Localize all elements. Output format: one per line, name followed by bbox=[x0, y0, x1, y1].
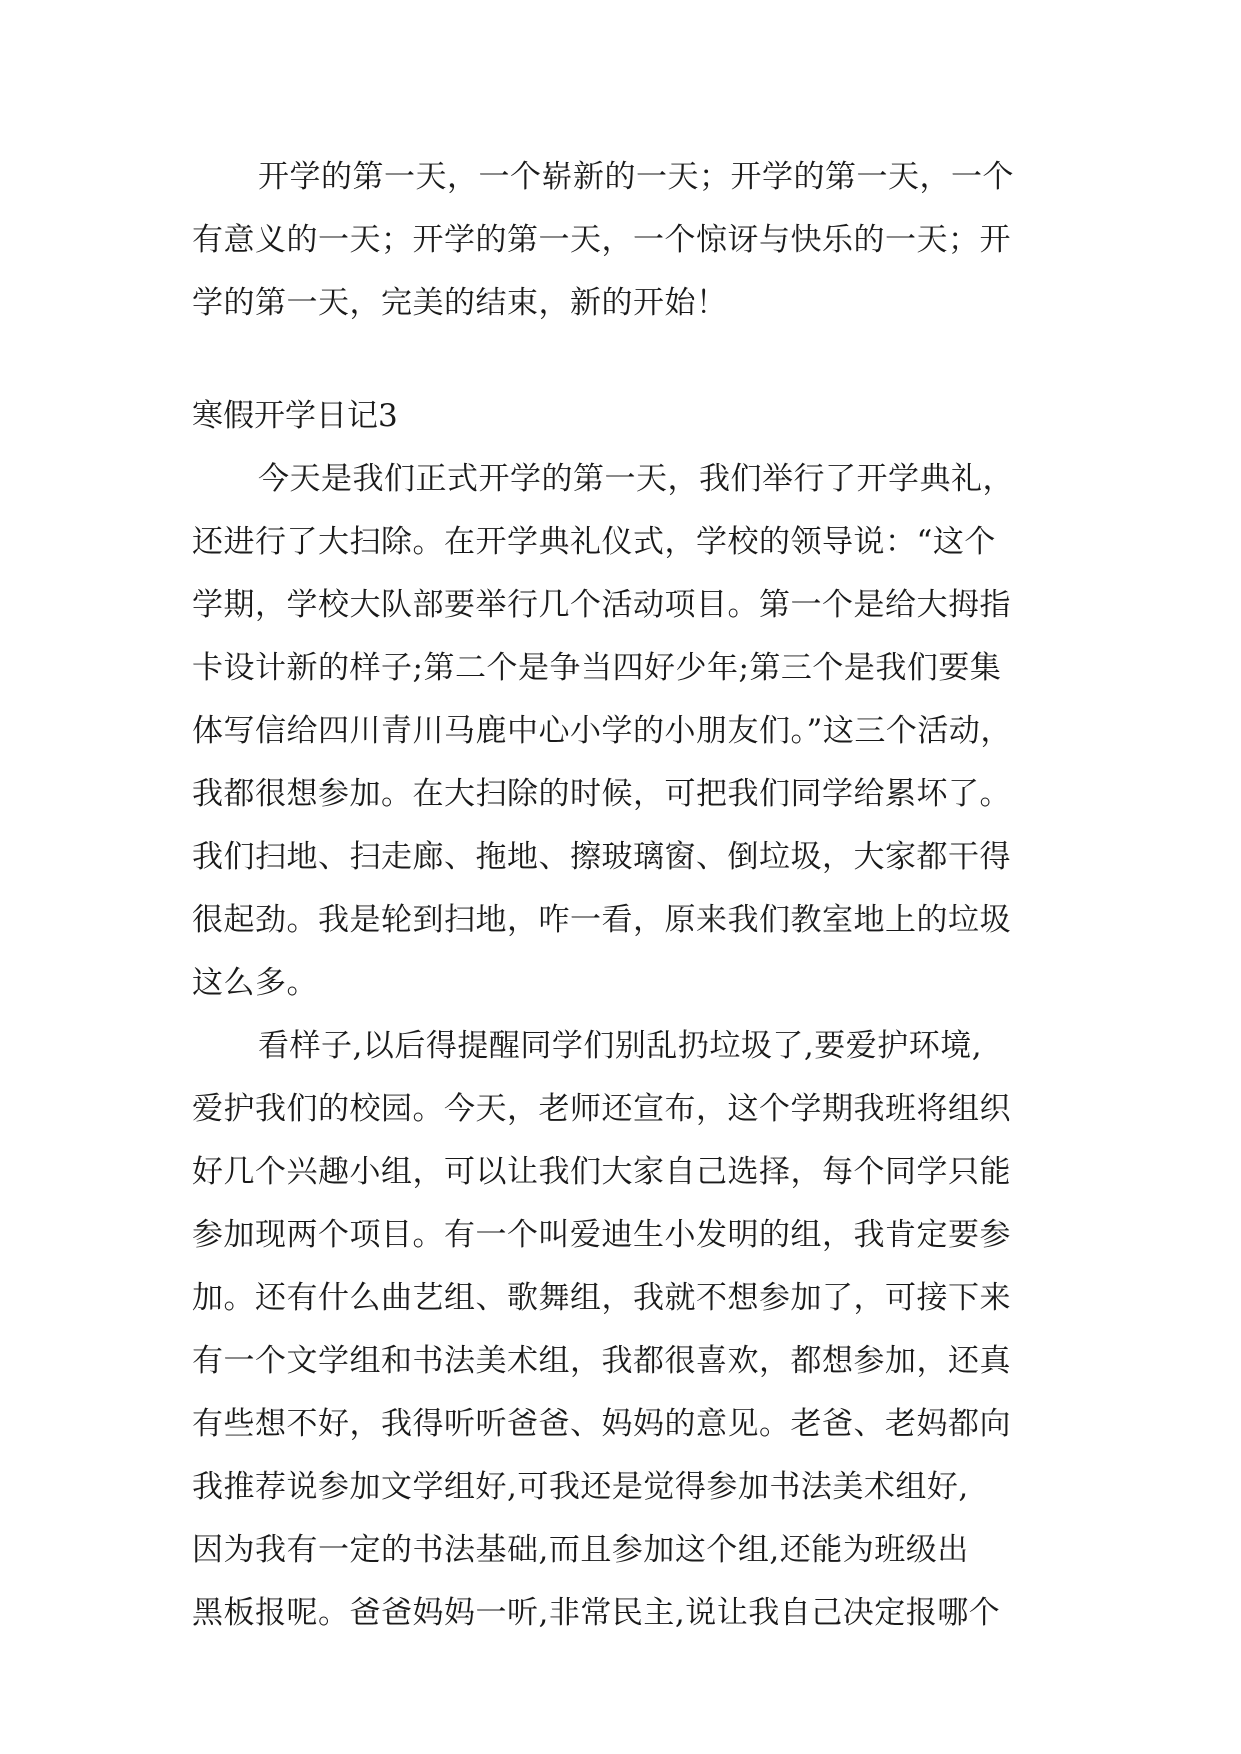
text-line: 这么多。 bbox=[192, 965, 318, 1001]
text-line: 还进行了大扫除。在开学典礼仪式，学校的领导说：“这个 bbox=[192, 524, 996, 560]
paragraph-2 bbox=[192, 462, 1052, 1000]
paragraph-spacer bbox=[192, 349, 1052, 399]
text-line: 我推荐说参加文学组好,可我还是觉得参加书法美术组好, bbox=[192, 1469, 969, 1505]
text-line: 看样子,以后得提醒同学们别乱扔垃圾了,要爱护环境, bbox=[258, 1028, 983, 1064]
paragraph-3 bbox=[192, 1029, 1052, 1630]
text-line: 黑板报呢。爸爸妈妈一听,非常民主,说让我自己决定报哪个 bbox=[192, 1595, 1001, 1631]
text-line: 学期，学校大队部要举行几个活动项目。第一个是给大拇指 bbox=[192, 587, 1011, 623]
text-line: 卡设计新的样子;第二个是争当四好少年;第三个是我们要集 bbox=[192, 650, 1002, 686]
text-line: 加。还有什么曲艺组、歌舞组，我就不想参加了，可接下来 bbox=[192, 1280, 1011, 1316]
text-line: 我都很想参加。在大扫除的时候，可把我们同学给累坏了。 bbox=[192, 776, 1011, 812]
section-heading: 寒假开学日记3 bbox=[192, 398, 398, 434]
text-line: 因为我有一定的书法基础,而且参加这个组,还能为班级出 bbox=[192, 1532, 969, 1568]
text-line: 我们扫地、扫走廊、拖地、擦玻璃窗、倒垃圾，大家都干得 bbox=[192, 839, 1011, 875]
document-body bbox=[192, 160, 1052, 1659]
text-line: 有些想不好，我得听听爸爸、妈妈的意见。老爸、老妈都向 bbox=[192, 1406, 1011, 1442]
text-line: 很起劲。我是轮到扫地，咋一看，原来我们教室地上的垃圾 bbox=[192, 902, 1011, 938]
text-line: 体写信给四川青川马鹿中心小学的小朋友们。”这三个活动， bbox=[192, 713, 1012, 749]
text-line: 开学的第一天，一个崭新的一天；开学的第一天，一个 bbox=[258, 159, 1014, 195]
text-line: 有一个文学组和书法美术组，我都很喜欢，都想参加，还真 bbox=[192, 1343, 1011, 1379]
text-line: 好几个兴趣小组，可以让我们大家自己选择，每个同学只能 bbox=[192, 1154, 1011, 1190]
text-line: 爱护我们的校园。今天，老师还宣布，这个学期我班将组织 bbox=[192, 1091, 1011, 1127]
paragraph-1 bbox=[192, 160, 1052, 320]
text-line: 学的第一天，完美的结束，新的开始！ bbox=[192, 285, 728, 321]
text-line: 参加现两个项目。有一个叫爱迪生小发明的组，我肯定要参 bbox=[192, 1217, 1011, 1253]
text-line: 今天是我们正式开学的第一天，我们举行了开学典礼， bbox=[258, 461, 1014, 497]
text-line: 有意义的一天；开学的第一天，一个惊讶与快乐的一天；开 bbox=[192, 222, 1011, 258]
